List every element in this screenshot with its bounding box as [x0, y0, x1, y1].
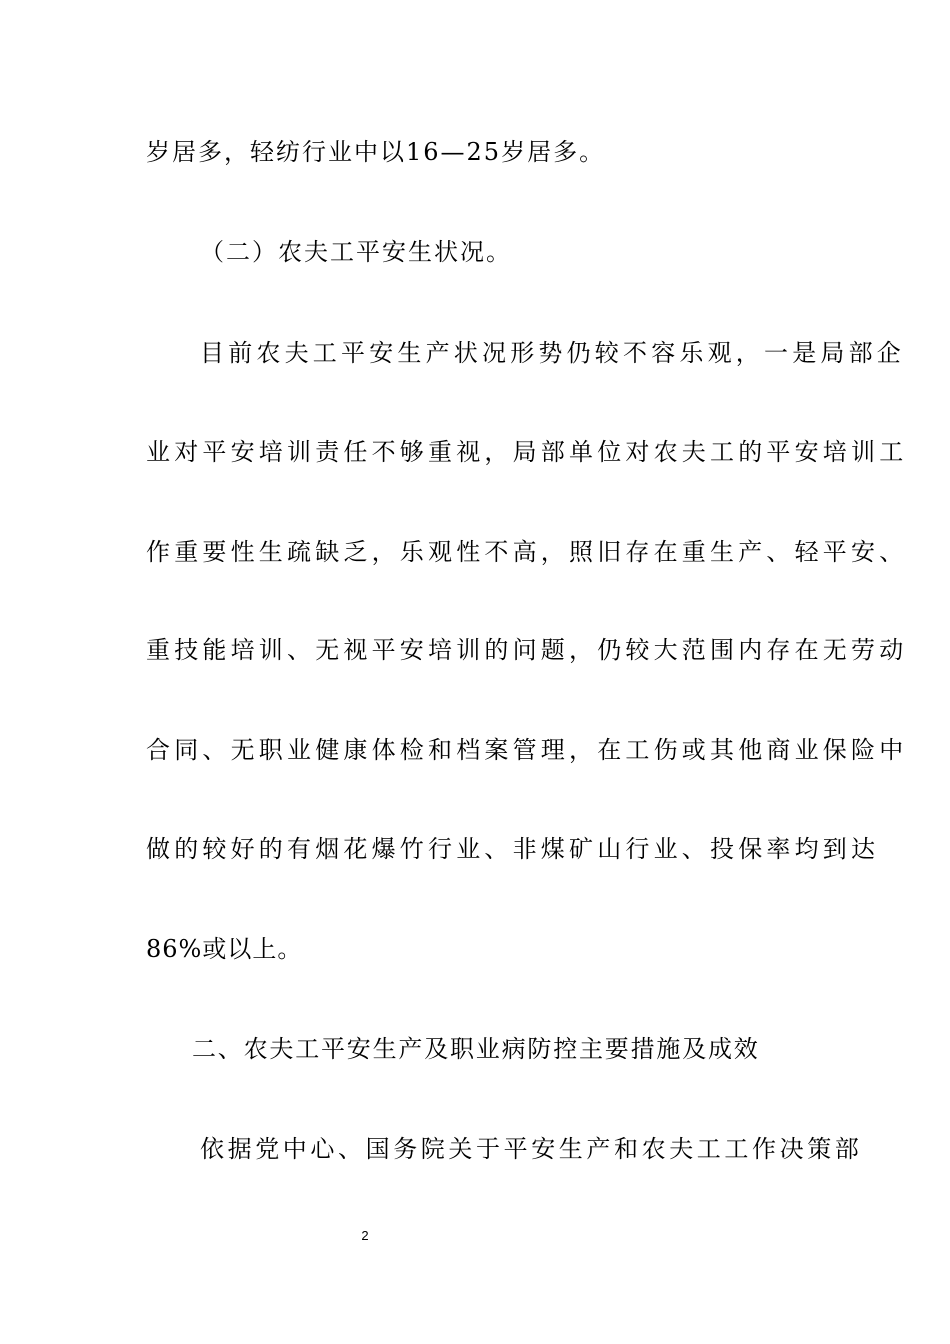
paragraph-line: 作重要性生疏缺乏，乐观性不高，照旧存在重生产、轻平安、 — [146, 538, 908, 566]
paragraph-line: 业对平安培训责任不够重视，局部单位对农夫工的平安培训工 — [146, 438, 908, 466]
paragraph-line: 86%或以上。 — [146, 935, 303, 963]
paragraph-line: 做的较好的有烟花爆竹行业、非煤矿山行业、投保率均到达 — [146, 835, 880, 863]
section-heading: 二、农夫工平安生产及职业病防控主要措施及成效 — [192, 1035, 760, 1063]
paragraph-line: 岁居多，轻纺行业中以16—25岁居多。 — [146, 138, 606, 166]
paragraph-line: 合同、无职业健康体检和档案管理，在工伤或其他商业保险中 — [146, 736, 908, 764]
page-number: 2 — [361, 1228, 369, 1243]
paragraph-line: 目前农夫工平安生产状况形势仍较不容乐观，一是局部企 — [200, 339, 905, 367]
section-subheading: （二）农夫工平安生状况。 — [200, 238, 512, 266]
paragraph-line: 依据党中心、国务院关于平安生产和农夫工工作决策部 — [200, 1135, 863, 1163]
paragraph-line: 重技能培训、无视平安培训的问题，仍较大范围内存在无劳动 — [146, 636, 908, 664]
